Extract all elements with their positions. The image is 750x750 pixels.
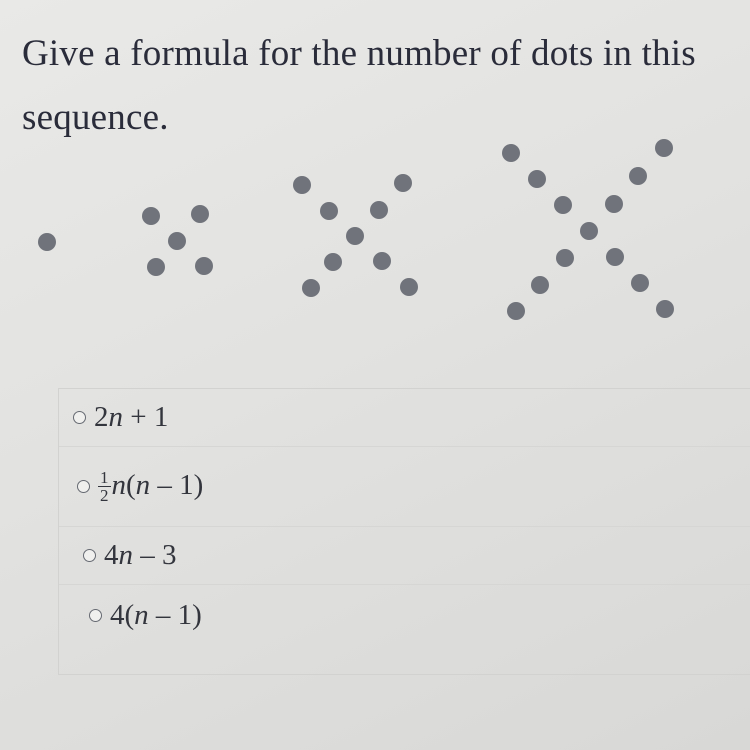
dot	[320, 202, 338, 220]
dot	[38, 233, 56, 251]
dot	[631, 274, 649, 292]
dot	[556, 249, 574, 267]
option-d[interactable]	[59, 585, 750, 645]
dot	[370, 201, 388, 219]
dot	[302, 279, 320, 297]
dot	[147, 258, 165, 276]
option-a-label: 2n + 1	[94, 401, 169, 433]
option-b-label: $\frac{1}{2}$ n(n – 1)	[100, 468, 204, 506]
radio-button[interactable]	[83, 549, 96, 562]
dot	[142, 207, 160, 225]
dot	[655, 139, 673, 157]
option-c[interactable]	[59, 527, 750, 585]
dot	[502, 144, 520, 162]
dot	[605, 195, 623, 213]
radio-button[interactable]	[89, 609, 102, 622]
dot	[168, 232, 186, 250]
radio-button[interactable]	[77, 480, 90, 493]
dot	[293, 176, 311, 194]
dot	[531, 276, 549, 294]
dot	[580, 222, 598, 240]
dot	[528, 170, 546, 188]
dot	[629, 167, 647, 185]
dot	[195, 257, 213, 275]
dot-sequence	[0, 0, 750, 340]
dot	[606, 248, 624, 266]
radio-button[interactable]	[73, 411, 86, 424]
dot	[191, 205, 209, 223]
option-c-label: 4n – 3	[104, 539, 177, 571]
dot	[373, 252, 391, 270]
fraction: $\frac{1}{2}$	[100, 468, 109, 506]
dot	[507, 302, 525, 320]
option-d-label: 4(n – 1)	[110, 598, 202, 631]
question-text: Give a formula for the number of dots in this sequence.	[22, 33, 696, 138]
dot	[346, 227, 364, 245]
dot	[394, 174, 412, 192]
option-a[interactable]	[59, 389, 750, 447]
dot	[400, 278, 418, 296]
dot	[324, 253, 342, 271]
answer-options	[58, 388, 750, 675]
option-b[interactable]	[59, 447, 750, 527]
dot	[554, 196, 572, 214]
dot	[656, 300, 674, 318]
